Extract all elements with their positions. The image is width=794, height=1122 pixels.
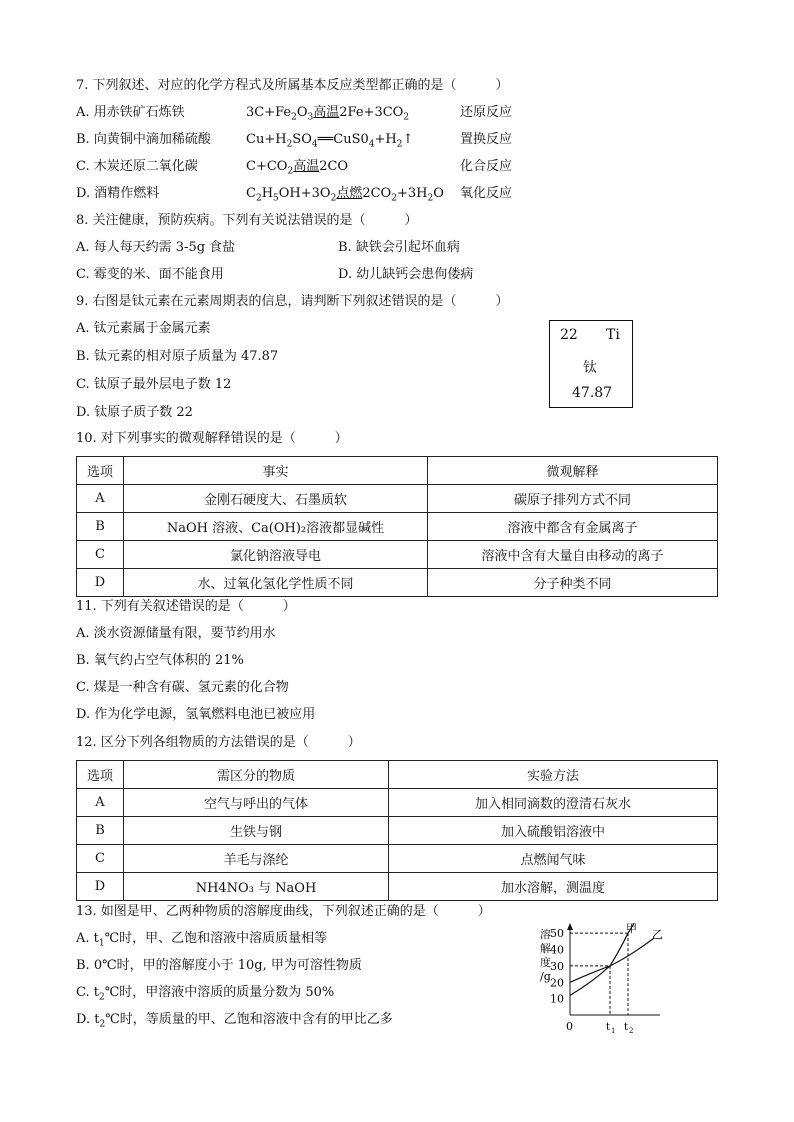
q8-option-d: D. 幼儿缺钙会患佝偻病 [338,267,474,282]
table-cell: 溶液中都含有金属离子 [428,513,718,541]
q7-option-b-label: B. 向黄铜中滴加稀硫酸 [76,132,211,147]
table-cell: A [77,789,124,817]
table-cell: D [77,569,124,597]
table-cell: 加水溶解，测温度 [389,873,718,901]
element-name: 钛 [583,360,597,376]
q13-option-c: C. $t_2℃$时，甲溶液中溶质的质量分数为 50% [76,985,335,1003]
table-header: 选项 [77,457,124,485]
q8-option-a: A. 每人每天约需 3-5g 食盐 [76,240,236,255]
q7-option-a-label: A. 用赤铁矿石炼铁 [76,105,185,120]
q11-option-d: D. 作为化学电源，氢氧燃料电池已被应用 [76,707,316,722]
table-cell: C [77,845,124,873]
q11-stem: 11. 下列有关叙述错误的是（ ） [76,599,296,614]
q9-option-d: D. 钛原子质子数 22 [76,405,193,420]
table-cell: 空气与呼出的气体 [124,789,389,817]
q7-option-c-type: 化合反应 [460,159,513,174]
q7-option-d-equation: $C_2H_5OH+3O_2$点燃$2CO_2+3H_2O$ [246,186,444,204]
q9-option-c: C. 钛原子最外层电子数 12 [76,377,232,392]
q11-option-a: A. 淡水资源储量有限，要节约用水 [76,626,276,641]
q9-option-a: A. 钛元素属于金属元素 [76,321,211,336]
table-row [77,541,718,569]
table-cell: NaOH 溶液、Ca(OH)₂溶液都显碱性 [124,513,428,541]
table-cell: 金刚石硬度大、石墨质软 [124,485,428,513]
y-tick-label: 20 [550,976,564,990]
q11-option-b: B. 氧气约占空气体积的 21% [76,653,244,668]
table-cell: C [77,541,124,569]
table-cell: NH4NO₃ 与 NaOH [124,873,389,901]
y-label-1: 溶 [540,928,551,941]
table-header: 选项 [77,761,124,789]
element-symbol: Ti [606,327,620,343]
y-axis-arrow [567,923,573,930]
table-header: 需区分的物质 [124,761,389,789]
table-row [77,569,718,597]
q12-stem: 12. 区分下列各组物质的方法错误的是（ ） [76,735,361,750]
atomic-mass: 47.87 [572,385,613,401]
y-tick-label: 40 [550,943,564,957]
y-label-3: 度 [540,956,551,969]
series-line-jia [570,923,634,995]
q7-stem: 7. 下列叙述、对应的化学方程式及所属基本反应类型都正确的是（ ） [76,78,509,93]
y-tick-label: 30 [550,959,564,973]
table-cell: 氯化钠溶液导电 [124,541,428,569]
periodic-table-cell [549,320,633,408]
table-cell: 分子种类不同 [428,569,718,597]
q10-table [76,456,718,597]
q10-stem: 10. 对下列事实的微观解释错误的是（ ） [76,431,348,446]
table-row [77,817,718,845]
table-header: 实验方法 [389,761,718,789]
table-cell: 加入相同滴数的澄清石灰水 [389,789,718,817]
q12-table [76,760,718,901]
q7-option-b-type: 置换反应 [460,132,513,147]
q9-option-b: B. 钛元素的相对原子质量为 47.87 [76,349,279,364]
q13-option-a: A. $t_1℃$时，甲、乙饱和溶液中溶质质量相等 [76,931,328,949]
q7-option-d-label: D. 酒精作燃料 [76,186,160,201]
table-row [77,845,718,873]
y-label-4: /g [540,970,551,983]
x-tick-subscript: 2 [629,1027,634,1035]
series-label-yi: 乙 [652,928,663,941]
table-row [77,513,718,541]
table-header-row [77,457,718,485]
q7-option-b-equation: $Cu+H_2SO_4══CuS0_4+H_2↑$ [246,132,414,150]
q9-stem: 9. 右图是钛元素在元素周期表的信息，请判断下列叙述错误的是（ ） [76,294,509,309]
q8-option-c: C. 霉变的米、面不能食用 [76,267,224,282]
q7-option-c-equation: $C+CO_2$高温2CO [246,159,349,177]
table-cell: A [77,485,124,513]
table-cell: B [77,513,124,541]
table-header: 事实 [124,457,428,485]
x-tick-label: t [606,1022,611,1033]
q13-option-b: B. 0℃时，甲的溶解度小于 10g, 甲为可溶性物质 [76,958,362,973]
q13-stem: 13. 如图是甲、乙两种物质的溶解度曲线，下列叙述正确的是（ ） [76,904,491,919]
q8-option-b: B. 缺铁会引起坏血病 [338,240,460,255]
table-cell: 点燃闻气味 [389,845,718,873]
q7-option-d-type: 氧化反应 [460,186,513,201]
series-label-jia: 甲 [626,922,637,935]
y-tick-label: 10 [550,992,564,1006]
table-row [77,485,718,513]
table-header: 微观解释 [428,457,718,485]
table-cell: D [77,873,124,901]
q8-stem: 8. 关注健康，预防疾病。下列有关说法错误的是（ ） [76,213,418,228]
table-header-row [77,761,718,789]
table-cell: 生铁与钢 [124,817,389,845]
y-tick-label: 50 [550,927,564,941]
table-cell: B [77,817,124,845]
x-tick-label: t [624,1022,629,1033]
x-tick-subscript: 1 [611,1027,616,1035]
table-cell: 加入硫酸铝溶液中 [389,817,718,845]
q7-option-a-type: 还原反应 [460,105,513,120]
table-cell: 溶液中含有大量自由移动的离子 [428,541,718,569]
table-row [77,789,718,817]
q11-option-c: C. 煤是一种含有碳、氢元素的化合物 [76,680,289,695]
solubility-chart [530,920,680,1045]
series-line-yi [570,938,654,982]
y-label-2: 解 [540,942,551,955]
x-tick-label: 0 [566,1020,573,1033]
atomic-number: 22 [560,327,578,343]
table-cell: 碳原子排列方式不同 [428,485,718,513]
q7-option-c-label: C. 木炭还原二氧化碳 [76,159,198,174]
q7-option-a-equation: $3C+Fe_2O_3$高温$2Fe+3CO_2$ [246,105,410,123]
table-cell: 羊毛与涤纶 [124,845,389,873]
table-row [77,873,718,901]
q13-option-d: D. $t_2℃$时，等质量的甲、乙饱和溶液中含有的甲比乙多 [76,1012,393,1030]
table-cell: 水、过氧化氢化学性质不同 [124,569,428,597]
